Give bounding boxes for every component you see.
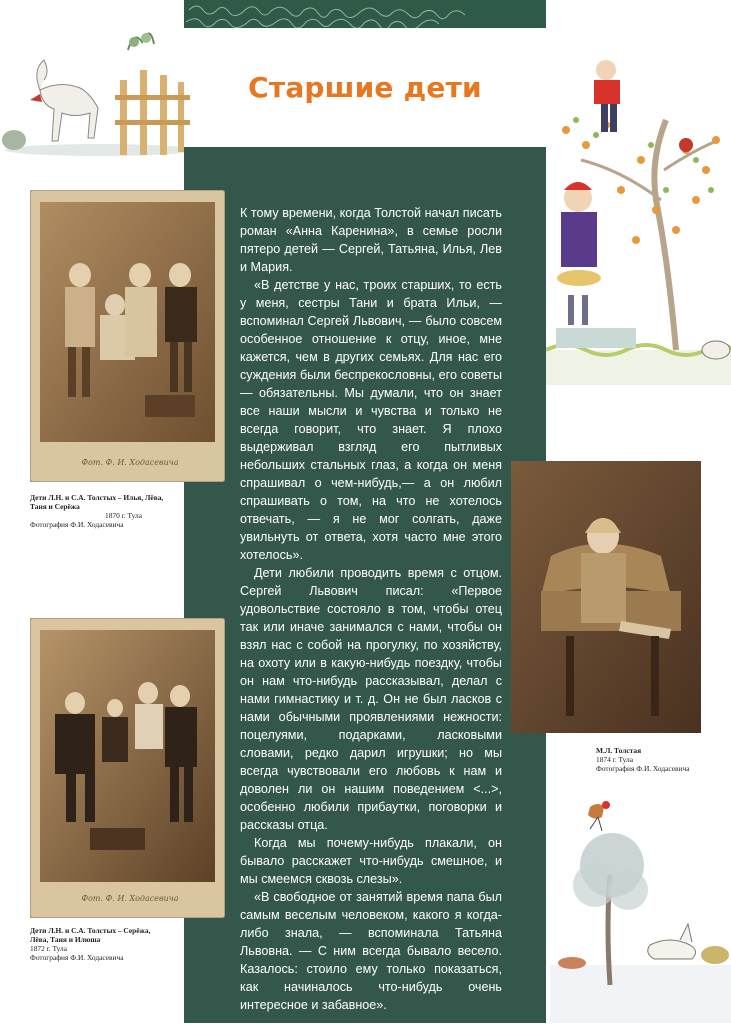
photo3-caption bbox=[596, 746, 726, 773]
handwriting-banner bbox=[184, 0, 546, 28]
photo2-caption-title: Дети Л.Н. и С.А. Толстых – Серёжа, Лёва, Таня и Илюша bbox=[30, 926, 151, 944]
photo-children-1870 bbox=[30, 190, 225, 482]
goat-fence-illustration bbox=[0, 10, 195, 160]
winter-tree-illustration bbox=[550, 795, 731, 1023]
photo2-caption-year: 1872 г. Тула bbox=[30, 944, 68, 953]
photo1-caption bbox=[30, 493, 170, 529]
photo-maria-1874 bbox=[511, 461, 701, 733]
paragraph: «В детстве у нас, троих старших, то есть у меня, сестры Тани и брата Ильи, — вспоминал Сергей Львович, — было совсем особенное отношение к отцу, иное, мне кажется, чем в других семьях. Для нас его суждения были беспрекословны, его советы — обязательны. Мы думали, что он знает все наши мысли и чувства и только не всегда говорит, что знает. Я плохо выдерживал взгляд его пытливых небольших стальных глаз, а когда он меня спрашивал о чем-нибудь,— а он любил спрашивать о том, на что не хотелось отвечать, — я не мог солгать, даже увильнуть от ответа, хотя часто мне этого хотелось». bbox=[240, 278, 502, 562]
photo1-caption-year: 1870 г. Тула bbox=[105, 511, 143, 520]
photo2-signature: Фот. Ф. И. Ходасевича bbox=[81, 894, 179, 903]
article-body bbox=[240, 204, 502, 1014]
page-title: Старшие дети bbox=[248, 70, 482, 104]
paragraph: «В свободное от занятий время папа был самым веселым человеком, какого я когда-либо знала, — вспоминала Татьяна Львовна. — С ним всегда бывало весело. Казалось: стоило ему только показаться, как начиналось что-нибудь очень интересное и забавное». bbox=[240, 890, 502, 1012]
photo1-caption-author: Фотография Ф.И. Ходасевича bbox=[30, 520, 124, 529]
photo-children-1872 bbox=[30, 618, 225, 918]
apple-tree-illustration bbox=[546, 50, 731, 385]
photo1-signature: Фот. Ф. И. Ходасевича bbox=[81, 458, 179, 467]
paragraph: К тому времени, когда Толстой начал писать роман «Анна Каренина», в семье росли пятеро детей — Сергей, Татьяна, Илья, Лев и Мария. bbox=[240, 206, 502, 274]
photo2-caption bbox=[30, 926, 170, 962]
photo1-caption-title: Дети Л.Н. и С.А. Толстых – Илья, Лёва, Таня и Серёжа bbox=[30, 493, 164, 511]
photo2-caption-author: Фотография Ф.И. Ходасевича bbox=[30, 953, 124, 962]
paragraph: Когда мы почему-нибудь плакали, он бывало расскажет что-нибудь смешное, и мы смеемся сквозь слезы». bbox=[240, 836, 502, 886]
photo3-caption-author: Фотография Ф.И. Ходасевича bbox=[596, 764, 690, 773]
paragraph: Дети любили проводить время с отцом. Сергей Львович писал: «Первое удовольствие состояло в том, чтобы отец так или иначе занимался с нами, чтобы он взял нас с собой на прогулку, по хозяйству, на охоту или в какую-нибудь поездку, чтобы он нам что-нибудь рассказывал, делал с нами гимнастику и т. д. Он не был ласков с нами обычными проявлениями нежности: поцелуями, подарками, ласковыми словами, редко дарил игрушки; но мы всегда чувствовали его любовь к нам и доволен ли он нашим поведением <...>, особенно любили прибаутки, поговорки и рассказы отца. bbox=[240, 566, 502, 832]
photo3-caption-year: 1874 г. Тула bbox=[596, 755, 634, 764]
photo3-caption-title: М.Л. Толстая bbox=[596, 746, 642, 755]
